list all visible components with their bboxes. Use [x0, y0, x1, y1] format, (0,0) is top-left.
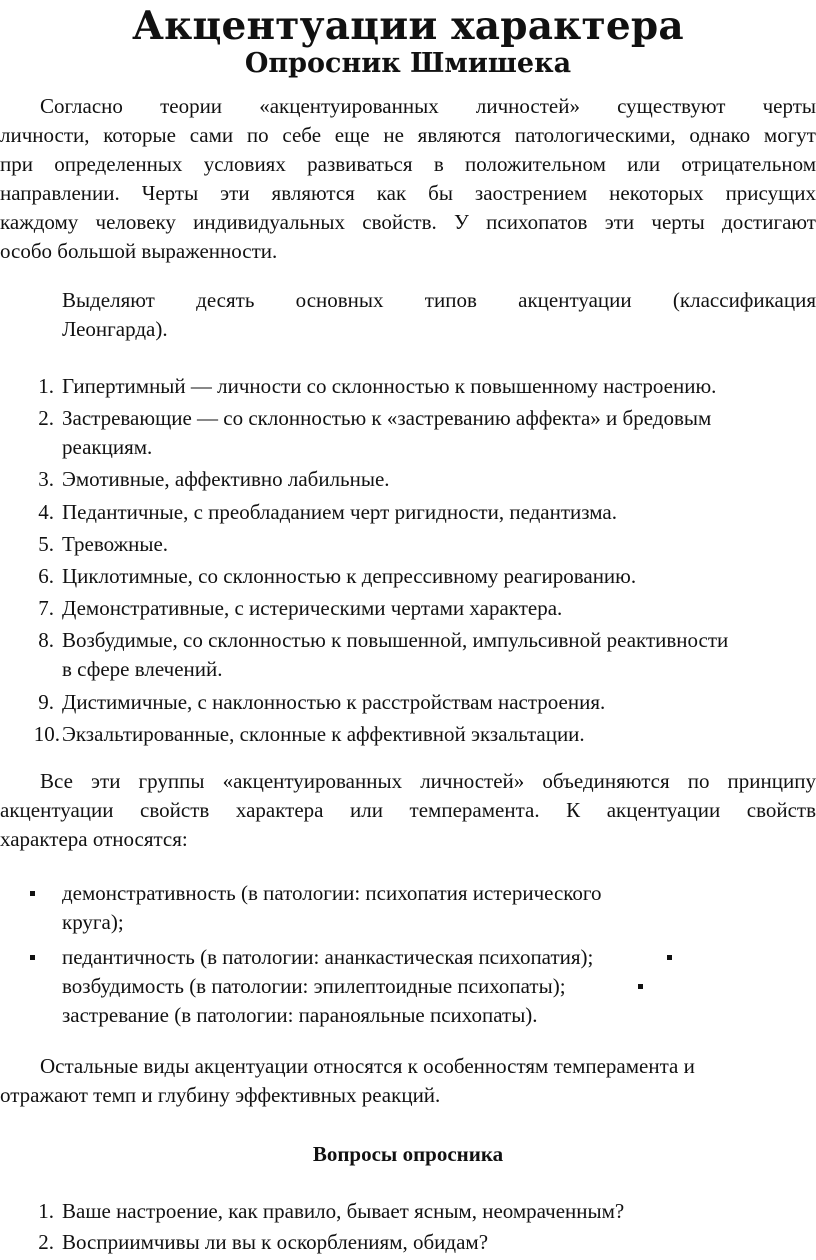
intro-line: направлении. Черты эти являются как бы заострением некоторых присущих	[0, 181, 816, 205]
list-number: 1.	[38, 374, 54, 398]
list-item-continuation: в сфере влечений.	[62, 657, 223, 681]
list-item: Гипертимный — личности со склонностью к повышенному настроению.	[62, 374, 717, 398]
list-item: Тревожные.	[62, 532, 169, 556]
list-item-continuation: круга);	[62, 910, 124, 934]
list-item: Экзальтированные, склонные к аффективной экзальтации.	[62, 722, 585, 746]
list-item: Эмотивные, аффективно лабильные.	[62, 467, 390, 491]
list-item: Циклотимные, со склонностью к депрессивному реагированию.	[62, 564, 637, 588]
list-item: педантичность (в патологии: ананкастическая психопатия);	[62, 945, 594, 969]
list-item: Демонстративные, с истерическими чертами характера.	[62, 596, 563, 620]
other-line: Остальные виды акцентуации относятся к особенностям темперамента и	[40, 1054, 695, 1078]
question-number: 2.	[38, 1230, 54, 1254]
questions-heading: Вопросы опросника	[312, 1142, 504, 1166]
list-number: 4.	[38, 500, 54, 524]
document-title: Акцентуации характера	[132, 3, 684, 49]
question-item: Восприимчивы ли вы к оскорблениям, обидам?	[62, 1230, 489, 1254]
list-item: Педантичные, с преобладанием черт ригидности, педантизма.	[62, 500, 617, 524]
list-number: 5.	[38, 532, 54, 556]
other-line: отражают темп и глубину эффективных реакций.	[0, 1083, 441, 1107]
list-item: демонстративность (в патологии: психопатия истерического	[62, 881, 602, 905]
intro-line: личности, которые сами по себе еще не являются патологическими, однако могут	[0, 123, 816, 147]
list-item: Застревающие — со склонностью к «застреванию аффекта» и бредовым	[62, 406, 712, 430]
document-subtitle: Опросник Шмишека	[244, 48, 572, 79]
bullet-marker	[30, 955, 35, 960]
bullet-marker	[30, 891, 35, 896]
list-number: 7.	[38, 596, 54, 620]
list-item: возбудимость (в патологии: эпилептоидные психопаты);	[62, 974, 566, 998]
intro-line: Согласно теории «акцентуированных личностей» существуют черты	[40, 94, 816, 118]
list-item-continuation: реакциям.	[62, 435, 153, 459]
list-number: 3.	[38, 467, 54, 491]
intro-line: при определенных условиях развиваться в положительном или отрицательном	[0, 152, 816, 176]
list-item: застревание (в патологии: паранояльные психопаты).	[62, 1003, 538, 1027]
list-number: 6.	[38, 564, 54, 588]
list-number: 8.	[38, 628, 54, 652]
intro-line: особо большой выраженности.	[0, 239, 278, 263]
question-number: 1.	[38, 1199, 54, 1223]
bullet-marker	[667, 955, 672, 960]
groups-line: Все эти группы «акцентуированных личностей» объединяются по принципу	[40, 769, 816, 793]
bullet-marker	[638, 984, 643, 989]
intro-line: каждому человеку индивидуальных свойств. У психопатов эти черты достигают	[0, 210, 816, 234]
groups-line: характера относятся:	[0, 827, 188, 851]
question-item: Ваше настроение, как правило, бывает ясным, неомраченным?	[62, 1199, 625, 1223]
list-number: 9.	[38, 690, 54, 714]
list-number: 10.	[33, 722, 60, 746]
list-number: 2.	[38, 406, 54, 430]
list-item: Возбудимые, со склонностью к повышенной, импульсивной реактивности	[62, 628, 729, 652]
classification-line: Леонгарда).	[62, 317, 168, 341]
groups-line: акцентуации свойств характера или темперамента. К акцентуации свойств	[0, 798, 816, 822]
list-item: Дистимичные, с наклонностью к расстройствам настроения.	[62, 690, 606, 714]
classification-line: Выделяют десять основных типов акцентуации (классификация	[62, 288, 816, 312]
